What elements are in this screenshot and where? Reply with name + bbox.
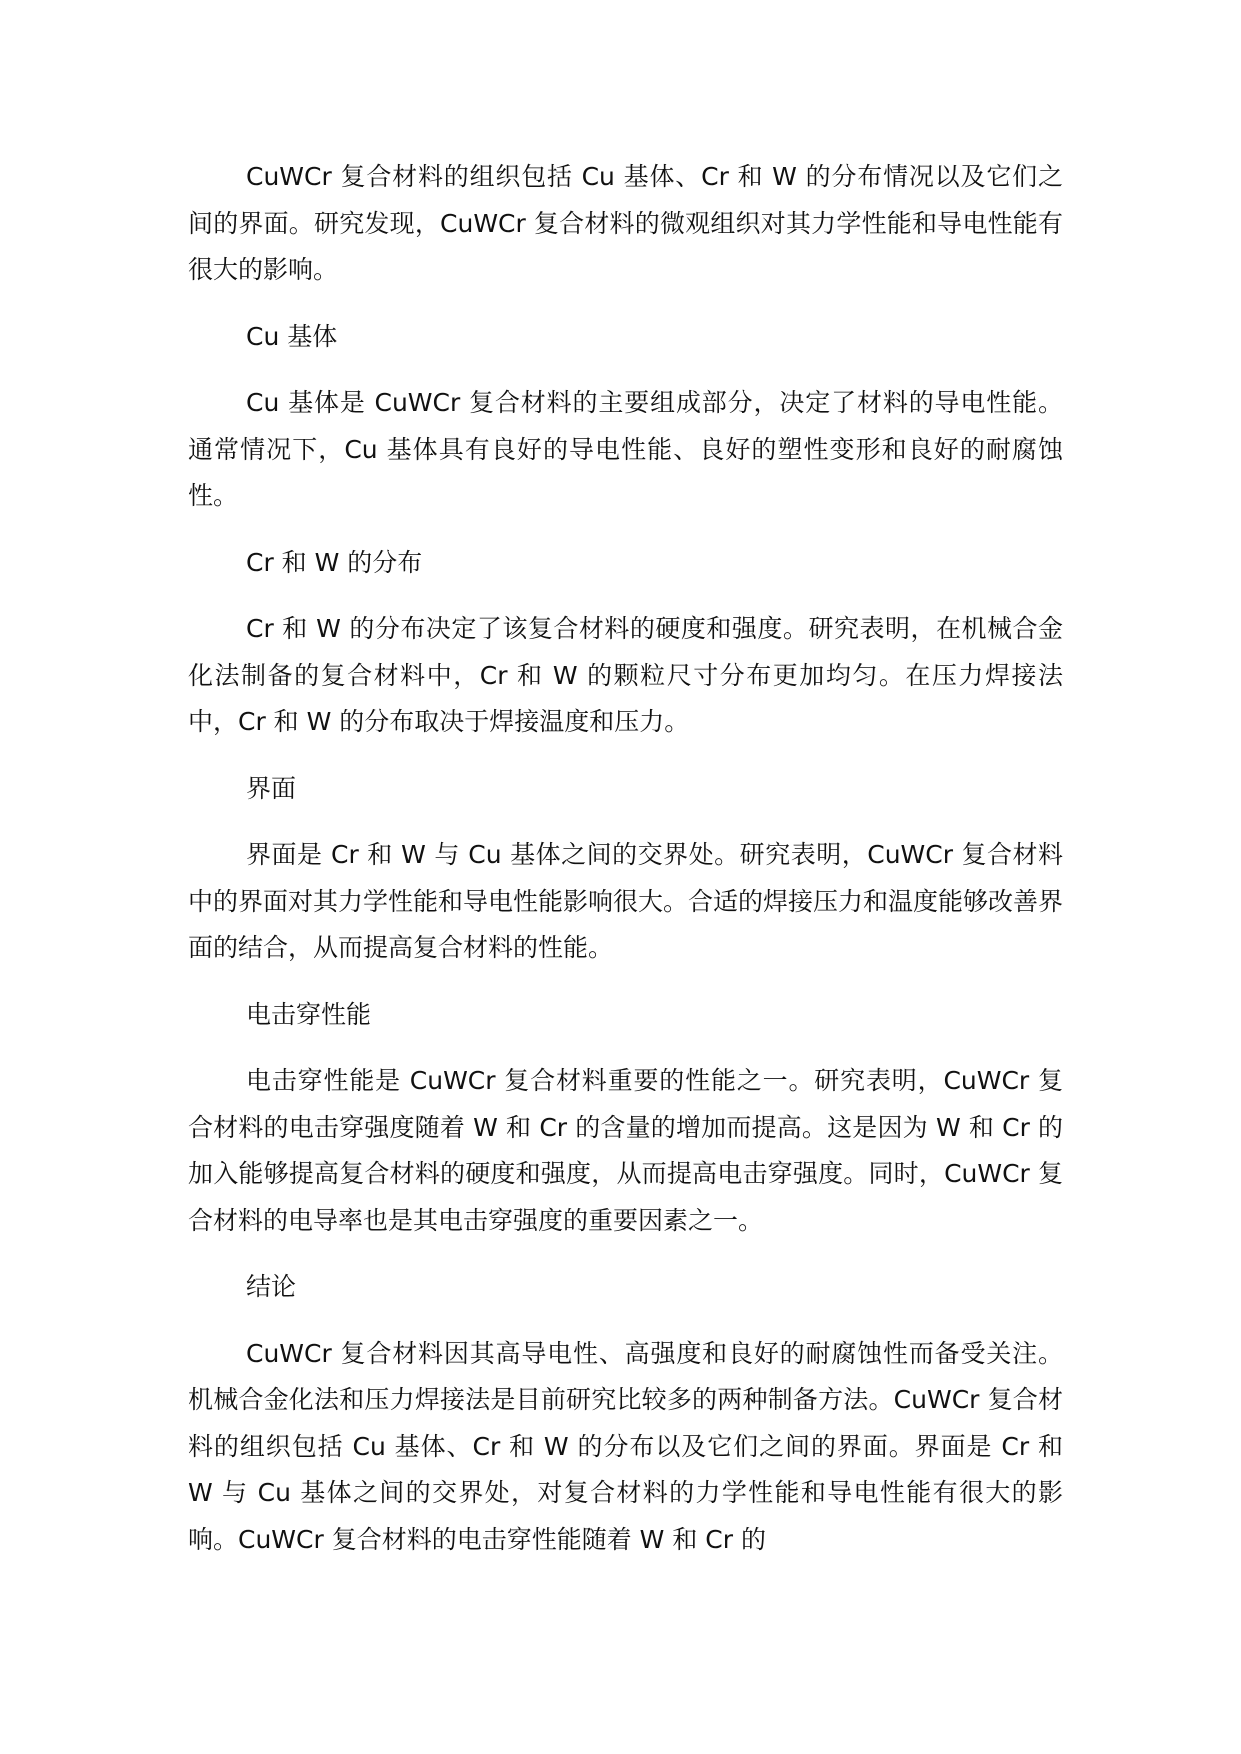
section-heading-breakdown-performance: 电击穿性能: [246, 999, 372, 1029]
paragraph-conclusion: CuWCr 复合材料因其高导电性、高强度和良好的耐腐蚀性而备受关注。机械合金化法和压力焊接法是目前研究比较多的两种制备方法。CuWCr 复合材料的组织包括 Cu 基体、Cr 和 W 的分布以及它们之间的界面。界面是 Cr 和 W 与 Cu 基体之间的交界处，对复合材料的力学性能和导电性能有很大的影响。CuWCr 复合材料的电击穿性能随着 W 和 Cr 的: [188, 1338, 1063, 1554]
section-heading-cu-matrix: Cu 基体: [246, 321, 338, 351]
paragraph-microstructure-intro: CuWCr 复合材料的组织包括 Cu 基体、Cr 和 W 的分布情况以及它们之间的界面。研究发现，CuWCr 复合材料的微观组织对其力学性能和导电性能有很大的影响。: [188, 162, 1063, 284]
section-heading-cr-w-distribution: Cr 和 W 的分布: [246, 547, 423, 577]
section-heading-conclusion: 结论: [246, 1272, 297, 1301]
document-page: [188, 154, 1063, 1583]
paragraph-cu-matrix: Cu 基体是 CuWCr 复合材料的主要组成部分，决定了材料的导电性能。通常情况下，Cu 基体具有良好的导电性能、良好的塑性变形和良好的耐腐蚀性。: [188, 388, 1063, 510]
section-heading-interface: 界面: [246, 773, 297, 803]
paragraph-cr-w-distribution: Cr 和 W 的分布决定了该复合材料的硬度和强度。研究表明，在机械合金化法制备的复合材料中，Cr 和 W 的颗粒尺寸分布更加均匀。在压力焊接法中，Cr 和 W 的分布取决于焊接温度和压力。: [188, 614, 1063, 736]
paragraph-breakdown-performance: 电击穿性能是 CuWCr 复合材料重要的性能之一。研究表明，CuWCr 复合材料的电击穿强度随着 W 和 Cr 的含量的增加而提高。这是因为 W 和 Cr 的加入能够提高复合材料的硬度和强度，从而提高电击穿强度。同时，CuWCr 复合材料的电导率也是其电击穿强度的重要因素之一。: [188, 1066, 1063, 1235]
paragraph-interface: 界面是 Cr 和 W 与 Cu 基体之间的交界处。研究表明，CuWCr 复合材料中的界面对其力学性能和导电性能影响很大。合适的焊接压力和温度能够改善界面的结合，从而提高复合材料的性能。: [188, 840, 1064, 962]
